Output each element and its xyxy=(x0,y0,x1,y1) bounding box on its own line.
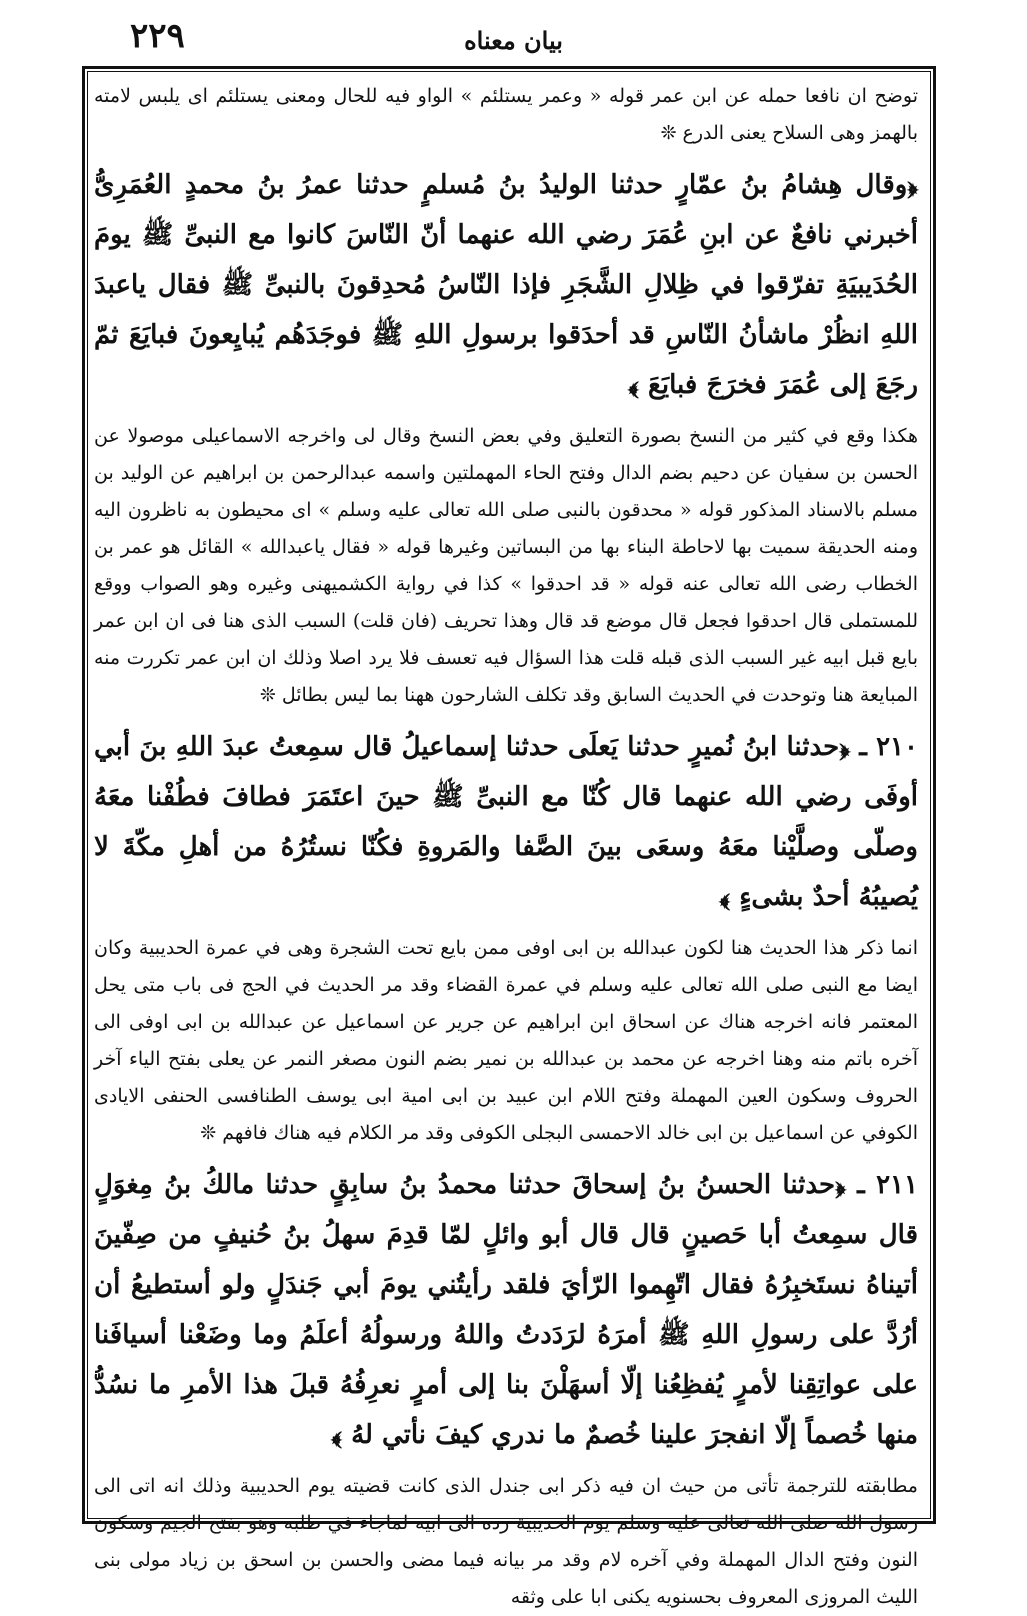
page-body xyxy=(94,78,918,1608)
hadith-text: ﴿وقال هِشامُ بنُ عمّارٍ حدثنا الوليدُ بنُ مُسلمٍ حدثنا عمرُ بنُ محمدٍ العُمَرِىُّ أخبرني نافعٌ عن ابنِ عُمَرَ رضي الله عنهما أنّ النّاسَ كانوا مع النبىِّ ﷺ يومَ الحُدَيبيَةِ تفرّقوا في ظِلالِ الشَّجَرِ فإذا النّاسُ مُحدِقونَ بالنبىِّ ﷺ فقال ياعبدَ اللهِ انظُرْ ماشأنُ النّاسِ قد أحدَقوا برسولِ اللهِ ﷺ فوجَدَهُم يُبايِعونَ فبايَعَ ثمّ رجَعَ إلى عُمَرَ فخرَجَ فبايَعَ ﴾ xyxy=(94,170,918,400)
commentary-paragraph: توضح ان نافعا حمله عن ابن عمر قوله « وعمر يستلئم » الواو فيه للحال ومعنى يستلئم اى يلبس لامته بالهمز وهى السلاح يعنى الدرع ❊ xyxy=(94,85,918,144)
page-header xyxy=(0,0,1027,62)
commentary-paragraph: هكذا وقع في كثير من النسخ بصورة التعليق وفي بعض النسخ وقال لى واخرجه الاسماعيلى موصولا عن الحسن بن سفيان عن دحيم بضم الدال وفتح الحاء المهملتين واسمه عبدالرحمن بن ابراهيم عن الوليد بن مسلم بالاسناد المذكور قوله « محدقون بالنبى صلى الله تعالى عليه وسلم » اى محيطون به ناظرون اليه ومنه الحديقة سميت بها لاحاطة البناء بها من البساتين وغيرها قوله « فقال ياعبدالله » القائل هو عمر بن الخطاب رضى الله تعالى عنه قوله « قد احدقوا » كذا في رواية الكشميهنى وغيره وهو الصواب ووقع للمستملى قال احدقوا فجعل قال موضع قد قال وهذا تحريف (فان قلت) السبب الذى هنا فى ان ابن عمر بايع قبل ابيه غير السبب الذى قبله قلت هذا السؤال فيه تعسف فلا يرد اصلا وذلك ان ابن عمر تكررت منه المبايعة هنا وتوحدت في الحديث السابق وقد تكلف الشارحون ههنا بما ليس بطائل ❊ xyxy=(94,425,918,706)
hadith-text: ٢١١ ـ ﴿حدثنا الحسنُ بنُ إسحاقَ حدثنا محمدُ بنُ سابِقٍ حدثنا مالكُ بنُ مِغوَلٍ قال سمِعتُ أبا حَصينٍ قال قال أبو وائلٍ لمّا قدِمَ سهلُ بنُ حُنيفٍ من صِفّينَ أتيناهُ نستَخبِرُهُ فقال اتّهِموا الرّأيَ فلقد رأيتُني يومَ أبي جَندَلٍ ولو أستطيعُ أن أرُدَّ على رسولِ اللهِ ﷺ أمرَهُ لرَدَدتُ واللهُ ورسولُهُ أعلَمُ وما وضَعْنا أسيافَنا على عواتِقِنا لأمرٍ يُفظِعُنا إلّا أسهَلْنَ بنا إلى أمرٍ نعرِفُهُ قبلَ هذا الأمرِ ما نسُدُّ منها خُصماً إلّا انفجرَ علينا خُصمٌ ما ندري كيفَ نأتي لهُ ﴾ xyxy=(94,1170,918,1450)
commentary-paragraph: انما ذكر هذا الحديث هنا لكون عبدالله بن ابى اوفى ممن بايع تحت الشجرة وهى في عمرة الحديبية وكان ايضا مع النبى صلى الله تعالى عليه وسلم في عمرة القضاء وقد مر الحديث في الحج فى باب متى يحل المعتمر فانه اخرجه هناك عن اسحاق ابن ابراهيم عن جرير عن اسماعيل عن عبدالله بن ابى اوفى الى آخره باتم منه وهنا اخرجه عن محمد بن عبدالله بن نمير بضم النون مصغر النمر عن يعلى بفتح الياء آخر الحروف وسكون العين المهملة وفتح اللام ابن عبيد بن ابى امية ابى يوسف الطنافسى الحنفى الايادى الكوفي عن اسماعيل بن ابى خالد الاحمسى البجلى الكوفى وقد مر الكلام فيه هناك فافهم ❊ xyxy=(94,937,918,1144)
page-number: ۲۲۹ xyxy=(130,16,185,56)
commentary-paragraph: مطابقته للترجمة تأتى من حيث ان فيه ذكر ابى جندل الذى كانت قضيته يوم الحديبية وذلك انه اتى الى رسول الله صلى الله تعالى عليه وسلم يوم الحديبية رده الى ابيه لماجاء في طلبه وهو بفتح الجيم وسكون النون وفتح الدال المهملة وفي آخره لام وقد مر بيانه فيما مضى والحسن بن اسحق بن زياد مولى بنى الليث المروزى المعروف بحسنويه يكنى ابا على وثقه xyxy=(94,1475,918,1608)
running-title: بيان معناه xyxy=(464,26,563,55)
hadith-text: ٢١٠ ـ ﴿حدثنا ابنُ نُميرٍ حدثنا يَعلَى حدثنا إسماعيلُ قال سمِعتُ عبدَ اللهِ بنَ أبي أوفَى رضي الله عنهما قال كُنّا مع النبىِّ ﷺ حينَ اعتَمَرَ فطافَ فطُفْنا معَهُ وصلّى وصلَّيْنا معَهُ وسعَى بينَ الصَّفا والمَروةِ فكُنّا نستُرُهُ من أهلِ مكّةَ لا يُصيبُهُ أحدٌ بشىءٍ ﴾ xyxy=(94,732,918,912)
